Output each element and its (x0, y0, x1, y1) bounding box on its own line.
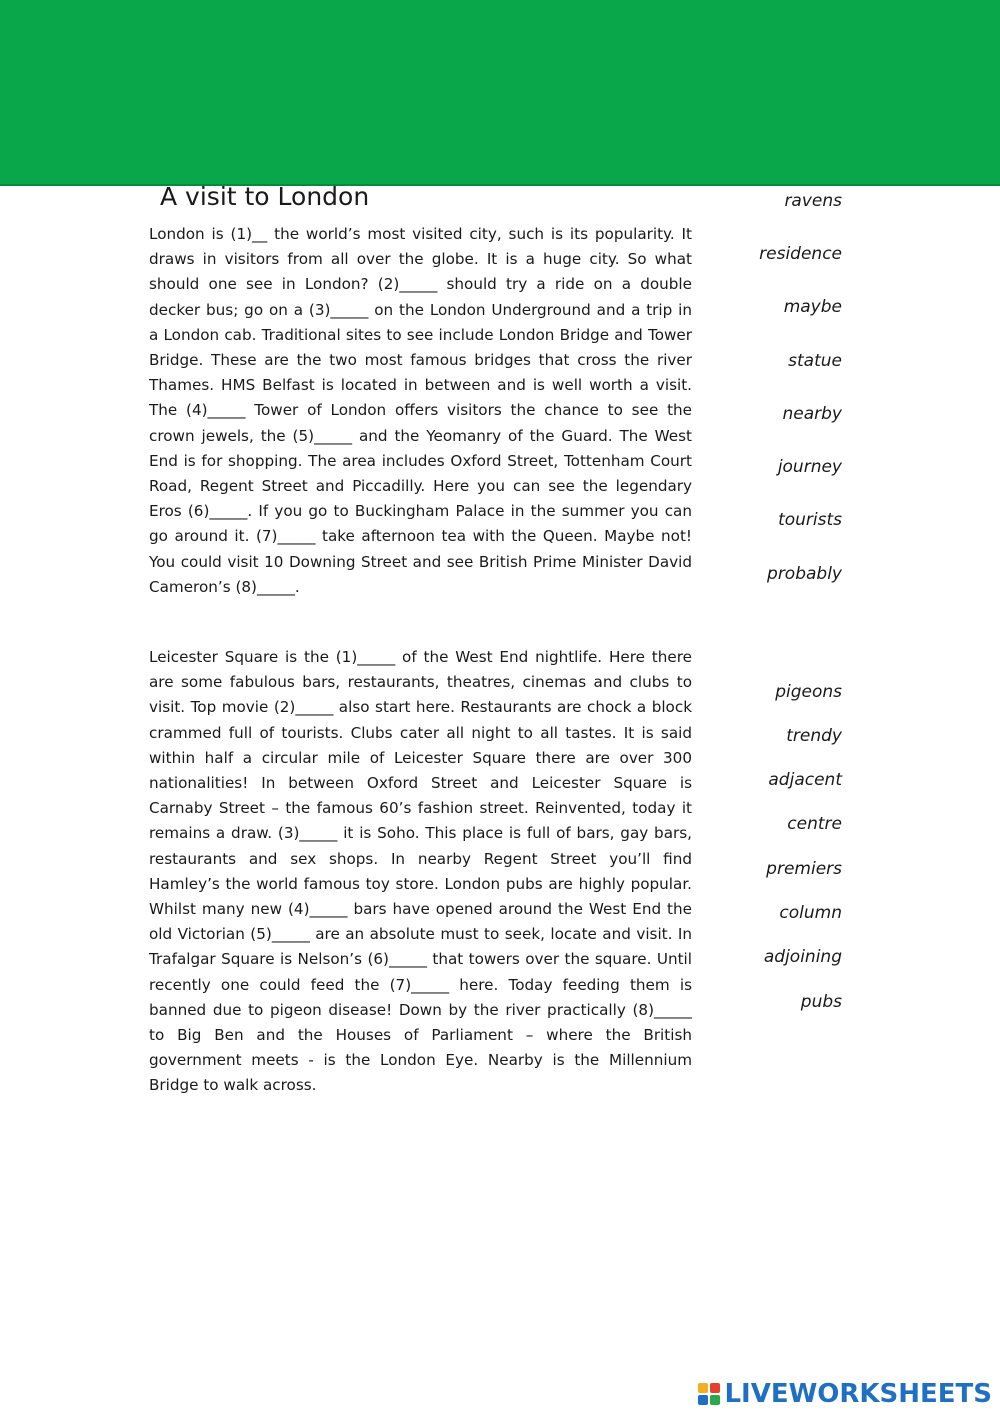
word-bank-1-item: maybe (783, 297, 842, 317)
logo-square (710, 1383, 720, 1393)
paragraph-2: Leicester Square is the (1)_____ of the West End nightlife. Here there are some fabulous bars, restaurants, theatres, cinemas and clubs to visit. Top movie (2)_____ also start here. Restaurants are chock a block crammed full of tourists. Clubs cater all night to all tastes. It is said within half a circular mile of Leicester Square there are over 300 nationalities! In between Oxford Street and Leicester Square is Carnaby Street – the famous 60’s fashion street. Reinvented, today it remains a draw. (3)_____ it is Soho. This place is full of bars, gay bars, restaurants and sex shops. In nearby Regent Street you’ll find Hamley’s the world famous toy store. London pubs are highly popular. Whilst many new (4)_____ bars have opened around the West End the old Victorian (5)_____ are an absolute must to seek, locate and visit. In Trafalgar Square is Nelson’s (6)_____ that towers over the square. Until recently one could feed the (7)_____ here. Today feeding them is banned due to pigeon disease! Down by the river practically (8)_____ to Big Ben and the Houses of Parliament – where the British government meets - is the London Eye. Nearby is the Millennium Bridge to walk across. (149, 648, 692, 1095)
word-bank-2-item: pigeons (775, 682, 842, 702)
word-bank-1-item: journey (777, 457, 842, 477)
word-bank-2-item: premiers (766, 859, 842, 879)
word-bank-2-item: adjoining (763, 947, 842, 967)
word-bank-2-item: centre (787, 814, 842, 834)
word-bank-1-item: residence (759, 244, 842, 264)
word-bank-1-item: ravens (784, 191, 842, 211)
word-bank-1-item: nearby (782, 404, 842, 424)
word-bank-1-item: tourists (778, 510, 842, 530)
worksheet-title: A visit to London (160, 182, 370, 211)
word-bank-1-item: statue (788, 351, 842, 371)
header-banner (0, 0, 1000, 186)
logo-square (698, 1383, 708, 1393)
logo-square (710, 1395, 720, 1405)
liveworksheets-logo (698, 1379, 992, 1409)
word-bank-2-item: adjacent (768, 770, 842, 790)
word-bank-2-item: trendy (786, 726, 842, 746)
word-bank-2-item: pubs (800, 992, 842, 1012)
logo-square (698, 1395, 708, 1405)
word-bank-2-item: column (779, 903, 842, 923)
logo-text: LIVEWORKSHEETS (724, 1379, 992, 1409)
logo-icon (698, 1383, 720, 1405)
paragraph-1: London is (1)__ the world’s most visited city, such is its popularity. It draws in visitors from all over the globe. It is a huge city. So what should one see in London? (2)_____ should try a ride on a double decker bus; go on a (3)_____ on the London Underground and a trip in a London cab. Traditional sites to see include London Bridge and Tower Bridge. These are the two most famous bridges that cross the river Thames. HMS Belfast is located in between and is well worth a visit. The (4)_____ Tower of London offers visitors the chance to see the crown jewels, the (5)_____ and the Yeomanry of the Guard. The West End is for shopping. The area includes Oxford Street, Tottenham Court Road, Regent Street and Piccadilly. Here you can see the legendary Eros (6)_____. If you go to Buckingham Palace in the summer you can go around it. (7)_____ take afternoon tea with the Queen. Maybe not! You could visit 10 Downing Street and see British Prime Minister David Cameron’s (8)_____. (149, 225, 692, 596)
word-bank-1-item: probably (767, 564, 842, 584)
